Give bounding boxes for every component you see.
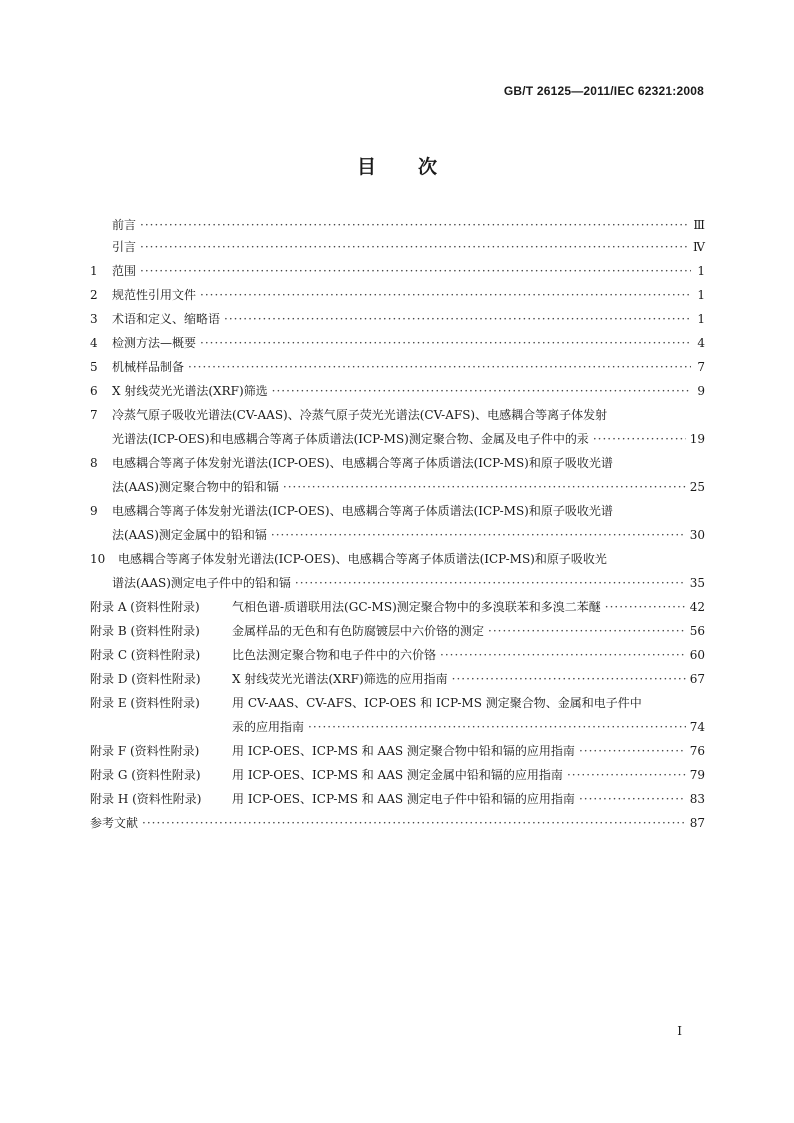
- dot-leader: [605, 598, 686, 616]
- toc-page-number: 42: [689, 600, 705, 614]
- dot-leader: [283, 478, 686, 496]
- dot-leader: [200, 334, 691, 352]
- appendix-label: 附录 D (资料性附录): [90, 672, 201, 686]
- toc-entry-title: 引言: [112, 240, 137, 254]
- toc-entry-number: 3: [90, 312, 98, 326]
- toc-entry-title: 参考文献: [90, 816, 139, 830]
- toc-entry[interactable]: [90, 574, 705, 598]
- dot-leader: [224, 310, 691, 328]
- title-char-1: 目: [356, 156, 376, 178]
- toc-page-number: 35: [689, 576, 705, 590]
- toc-entry-title: 冷蒸气原子吸收光谱法(CV-AAS)、冷蒸气原子荧光光谱法(CV-AFS)、电感耦合等离子体发射: [112, 408, 608, 422]
- toc-entry-number: 5: [90, 360, 98, 374]
- appendix-label: 附录 A (资料性附录): [90, 600, 200, 614]
- toc-page-number: 1: [697, 312, 705, 326]
- dot-leader: [271, 526, 686, 544]
- toc-page-number: 30: [689, 528, 705, 542]
- toc-entry[interactable]: [90, 430, 705, 454]
- toc-page-number: 4: [697, 336, 705, 350]
- appendix-label: 附录 E (资料性附录): [90, 696, 200, 710]
- toc-entry[interactable]: [90, 216, 705, 238]
- toc-entry[interactable]: [90, 262, 705, 286]
- toc-entry-title: 光谱法(ICP-OES)和电感耦合等离子体质谱法(ICP-MS)测定聚合物、金属及电子件中的汞: [112, 432, 589, 446]
- toc-entry-title: 前言: [112, 218, 137, 232]
- page-title: [0, 152, 794, 179]
- toc-entry[interactable]: [90, 454, 705, 478]
- toc-page-number: 1: [697, 264, 705, 278]
- dot-leader: [488, 622, 686, 640]
- toc-entry-title: 范围: [112, 264, 137, 278]
- dot-leader: [593, 430, 686, 448]
- toc-entry[interactable]: [90, 406, 705, 430]
- appendix-label: 附录 C (资料性附录): [90, 648, 201, 662]
- dot-leader: [567, 766, 686, 784]
- toc-entry-title: 电感耦合等离子体发射光谱法(ICP-OES)、电感耦合等离子体质谱法(ICP-MS)和原子吸收光谱: [112, 456, 613, 470]
- toc-page-number: 83: [689, 792, 705, 806]
- toc-page-number: 9: [697, 384, 705, 398]
- toc-entry-title: 用 ICP-OES、ICP-MS 和 AAS 测定聚合物中铅和镉的应用指南: [232, 744, 575, 758]
- toc-page-number: 60: [689, 648, 705, 662]
- toc-page-number: 25: [689, 480, 705, 494]
- toc-entry[interactable]: [90, 478, 705, 502]
- toc-page-number: 76: [689, 744, 705, 758]
- toc-entry-title: 用 CV-AAS、CV-AFS、ICP-OES 和 ICP-MS 测定聚合物、金属和电子件中: [232, 696, 642, 710]
- dot-leader: [140, 262, 691, 280]
- toc-appendix-entry[interactable]: [90, 766, 705, 790]
- toc-entry-number: 2: [90, 288, 98, 302]
- toc-page-number: 79: [689, 768, 705, 782]
- toc-entry[interactable]: [90, 286, 705, 310]
- page-number: I: [677, 1024, 682, 1038]
- toc-page-number: 87: [689, 816, 705, 830]
- appendix-label: 附录 H (资料性附录): [90, 792, 202, 806]
- appendix-label: 附录 B (资料性附录): [90, 624, 200, 638]
- toc-appendix-entry[interactable]: [90, 718, 705, 742]
- dot-leader: [142, 814, 686, 832]
- toc-entry-title: X 射线荧光光谱法(XRF)筛选: [112, 384, 268, 398]
- toc-entry-title: 谱法(AAS)测定电子件中的铅和镉: [112, 576, 291, 590]
- toc-appendix-entry[interactable]: [90, 742, 705, 766]
- dot-leader: [440, 646, 686, 664]
- document-code: GB/T 26125—2011/IEC 62321:2008: [503, 84, 704, 98]
- toc-entry[interactable]: [90, 310, 705, 334]
- toc-appendix-entry[interactable]: [90, 670, 705, 694]
- toc-entry-number: 7: [90, 408, 98, 422]
- dot-leader: [140, 238, 689, 256]
- toc-page-number: 74: [689, 720, 705, 734]
- toc-entry-title: 机械样品制备: [112, 360, 185, 374]
- toc-entry-number: 10: [90, 552, 106, 566]
- toc-entry-title: 规范性引用文件: [112, 288, 197, 302]
- toc-references-entry[interactable]: [90, 814, 705, 838]
- toc-entry-title: 检测方法—概要: [112, 336, 197, 350]
- toc-page-number: 19: [689, 432, 705, 446]
- dot-leader: [579, 742, 686, 760]
- toc-page-number: Ⅲ: [693, 218, 705, 232]
- toc-entry-title: 法(AAS)测定金属中的铅和镉: [112, 528, 267, 542]
- toc-page-number: Ⅳ: [693, 240, 705, 254]
- toc-entry-title: 金属样品的无色和有色防腐镀层中六价铬的测定: [232, 624, 485, 638]
- toc-entry[interactable]: [90, 358, 705, 382]
- toc-page-number: 67: [689, 672, 705, 686]
- toc-entry-title: 汞的应用指南: [232, 720, 305, 734]
- toc-appendix-entry[interactable]: [90, 622, 705, 646]
- toc-entry-number: 6: [90, 384, 98, 398]
- toc-appendix-entry[interactable]: [90, 790, 705, 814]
- dot-leader: [272, 382, 691, 400]
- toc-entry[interactable]: [90, 502, 705, 526]
- toc-entry[interactable]: [90, 382, 705, 406]
- title-char-2: 次: [418, 156, 438, 178]
- toc-entry-title: 法(AAS)测定聚合物中的铅和镉: [112, 480, 279, 494]
- toc-appendix-entry[interactable]: [90, 598, 705, 622]
- toc-entry-number: 4: [90, 336, 98, 350]
- toc-entry-title: 比色法测定聚合物和电子件中的六价铬: [232, 648, 437, 662]
- toc-appendix-entry[interactable]: [90, 694, 705, 718]
- toc-entry-number: 9: [90, 504, 98, 518]
- toc-page-number: 7: [697, 360, 705, 374]
- toc-entry-title: 电感耦合等离子体发射光谱法(ICP-OES)、电感耦合等离子体质谱法(ICP-MS)和原子吸收光谱: [112, 504, 613, 518]
- toc-entry[interactable]: [90, 526, 705, 550]
- toc-appendix-entry[interactable]: [90, 646, 705, 670]
- appendix-label: 附录 F (资料性附录): [90, 744, 200, 758]
- dot-leader: [295, 574, 686, 592]
- toc-entry-title: 用 ICP-OES、ICP-MS 和 AAS 测定电子件中铅和镉的应用指南: [232, 792, 575, 806]
- toc-entry-title: 电感耦合等离子体发射光谱法(ICP-OES)、电感耦合等离子体质谱法(ICP-MS)和原子吸收光: [118, 552, 607, 566]
- dot-leader: [200, 286, 691, 304]
- toc-page-number: 56: [689, 624, 705, 638]
- dot-leader: [188, 358, 691, 376]
- table-of-contents: [90, 216, 705, 838]
- appendix-label: 附录 G (资料性附录): [90, 768, 201, 782]
- toc-entry-title: 术语和定义、缩略语: [112, 312, 221, 326]
- toc-page-number: 1: [697, 288, 705, 302]
- toc-entry-title: X 射线荧光光谱法(XRF)筛选的应用指南: [232, 672, 448, 686]
- toc-entry-number: 8: [90, 456, 98, 470]
- toc-entry[interactable]: [90, 550, 705, 574]
- dot-leader: [140, 216, 689, 234]
- dot-leader: [308, 718, 686, 736]
- dot-leader: [579, 790, 686, 808]
- toc-entry[interactable]: [90, 238, 705, 262]
- dot-leader: [452, 670, 686, 688]
- toc-entry-title: 气相色谱-质谱联用法(GC-MS)测定聚合物中的多溴联苯和多溴二苯醚: [232, 600, 601, 614]
- toc-entry-title: 用 ICP-OES、ICP-MS 和 AAS 测定金属中铅和镉的应用指南: [232, 768, 563, 782]
- toc-entry[interactable]: [90, 334, 705, 358]
- toc-entry-number: 1: [90, 264, 98, 278]
